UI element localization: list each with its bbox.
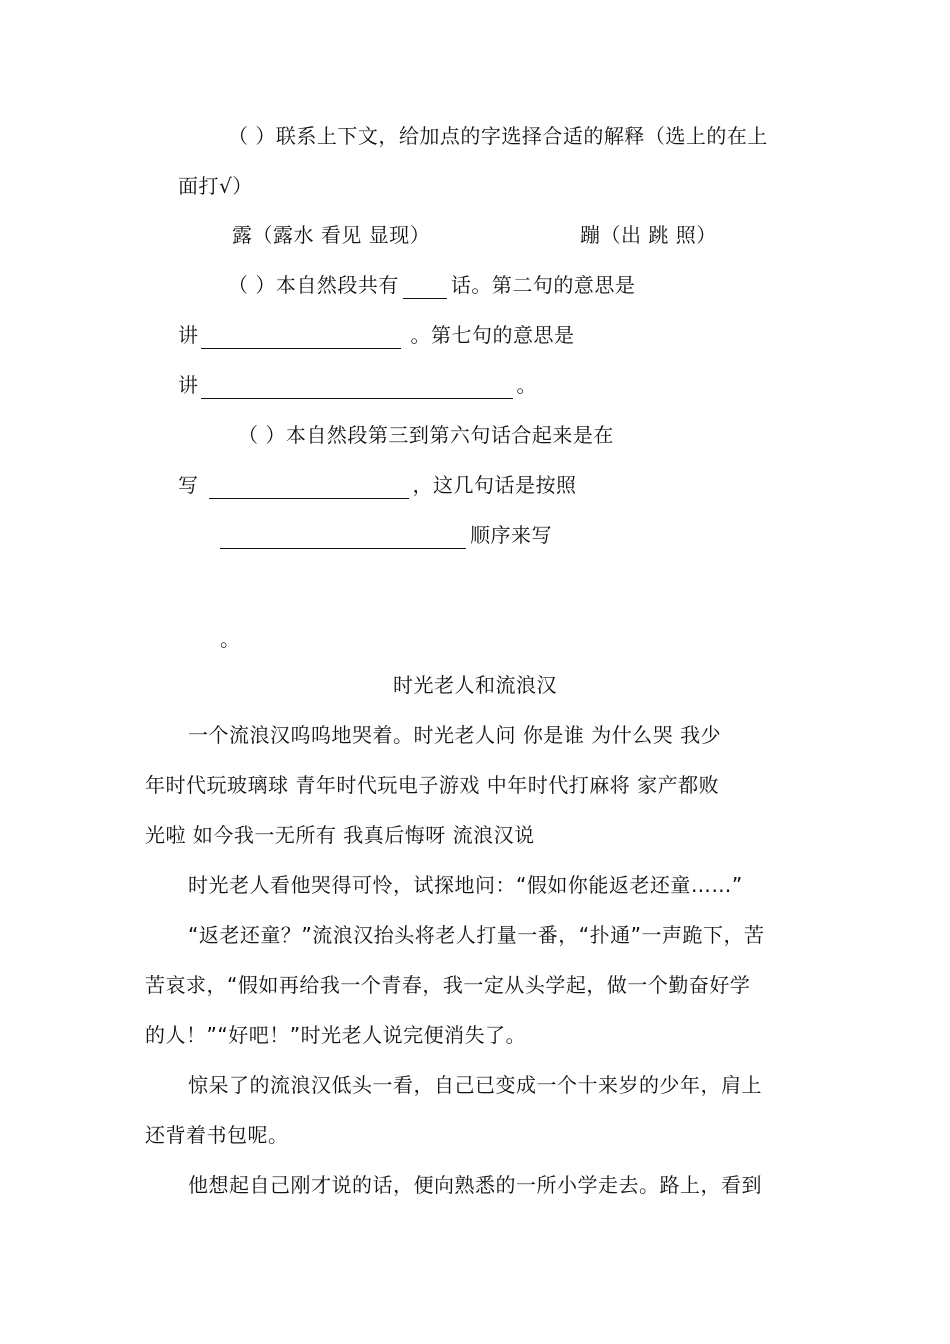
- q2-line3-prefix: 讲: [178, 373, 199, 397]
- story-text: 的人！”“好吧！”时光老人说完便消失了。: [145, 1023, 527, 1047]
- answer-blank[interactable]: [201, 374, 513, 399]
- q1-line1: （ ）联系上下文，给加点的字选择合适的解释（选上的在上: [228, 124, 768, 148]
- story-text: 他想起自己刚才说的话，便向熟悉的一所小学走去。路上，看到: [188, 1173, 762, 1197]
- period: 。: [220, 627, 241, 651]
- story-text: 一个流浪汉呜呜地哭着。时光老人问 你是谁 为什么哭 我少: [188, 723, 722, 747]
- q1-options-a: 露（露水 看见 显现）: [232, 223, 431, 247]
- q2-line2: [178, 321, 575, 349]
- story-text: 光啦 如今我一无所有 我真后悔呀 流浪汉说: [145, 823, 535, 847]
- q3-line3: [218, 521, 552, 549]
- answer-blank[interactable]: [209, 474, 409, 499]
- answer-blank[interactable]: [201, 324, 401, 349]
- q2-suffix: 话。第二句的意思是: [450, 273, 636, 297]
- q3-line1: （ ）本自然段第三到第六句话合起来是在: [238, 423, 614, 447]
- q3-line2-suffix: ，这几句话是按照: [412, 473, 577, 497]
- q2-line1: [228, 271, 635, 299]
- q3-line2: [178, 471, 577, 499]
- story-text: 还背着书包呢。: [145, 1123, 289, 1147]
- q1-options-b: 蹦（出 跳 照）: [580, 223, 717, 247]
- story-text: 苦哀求，“假如再给我一个青春，我一定从头学起，做一个勤奋好学: [145, 973, 751, 997]
- story-title: 时光老人和流浪汉: [393, 673, 557, 697]
- story-text: 年时代玩玻璃球 青年时代玩电子游戏 中年时代打麻将 家产都败: [145, 773, 720, 797]
- answer-blank[interactable]: [220, 524, 466, 549]
- story-text: 时光老人看他哭得可怜，试探地问：“假如你能返老还童……”: [188, 873, 743, 897]
- story-text: “返老还童？”流浪汉抬头将老人打量一番，“扑通”一声跪下，苦: [188, 923, 765, 947]
- q2-line3: [178, 371, 537, 399]
- q2-line3-suffix: 。: [516, 373, 537, 397]
- q1-line2: 面打√）: [178, 174, 253, 198]
- q2-line2-suffix: 。第七句的意思是: [410, 323, 575, 347]
- story-text: 惊呆了的流浪汉低头一看，自己已变成一个十来岁的少年，肩上: [188, 1073, 762, 1097]
- q2-line2-prefix: 讲: [178, 323, 199, 347]
- q3-line3-suffix: 顺序来写: [470, 523, 552, 547]
- q2-prefix: （ ）本自然段共有: [228, 273, 399, 297]
- answer-blank[interactable]: [403, 274, 447, 299]
- q3-line2-prefix: 写: [178, 473, 199, 497]
